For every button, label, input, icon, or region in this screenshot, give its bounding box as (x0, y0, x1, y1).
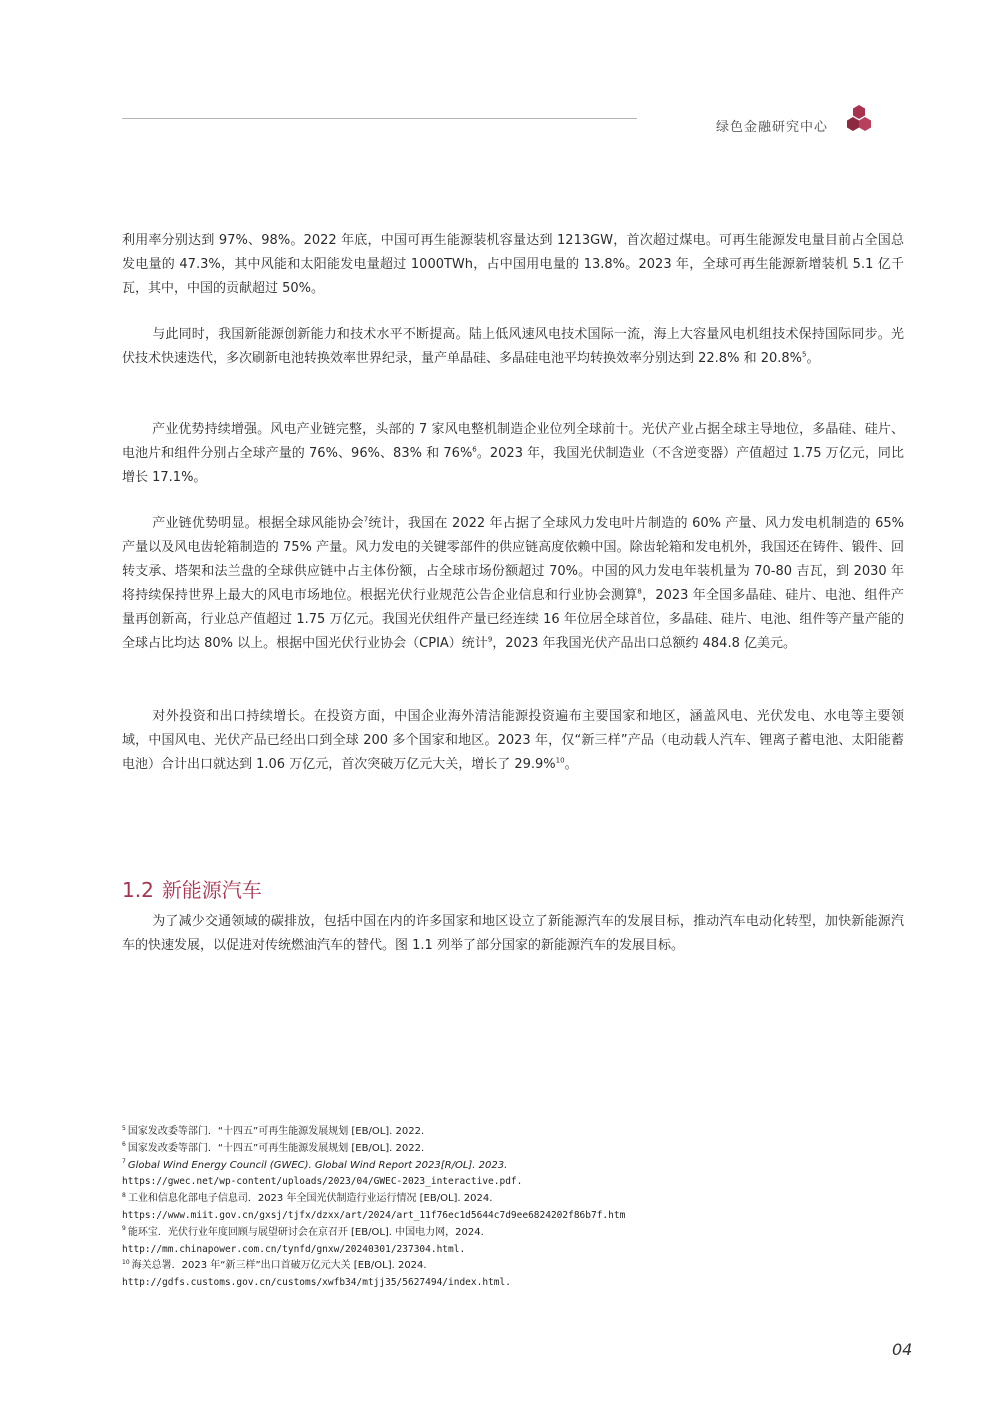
paragraph-text: 与此同时，我国新能源创新能力和技术水平不断提高。陆上低风速风电技术国际一流，海上大容量风电机组技术保持国际同步。光伏技术快速迭代，多次刷新电池转换效率世界纪录，量产单晶硅、多晶硅电池平均转换效率分别达到 22.8% 和 20.8% (122, 327, 904, 366)
section-title: 新能源汽车 (161, 878, 262, 902)
footnote-url[interactable] (122, 1208, 882, 1225)
footnote-mark: 8 (122, 1191, 126, 1199)
paragraph-text: 产业优势持续增强。风电产业链完整，头部的 7 家风电整机制造企业位列全球前十。光伏产业占据全球主导地位，多晶硅、硅片、电池片和组件分别占全球产量的 76%、96%、83% 和 76% (122, 422, 904, 461)
hexagon-cluster-logo-icon (846, 104, 872, 134)
footnote-text: 国家发改委等部门．“十四五”可再生能源发展规划 [EB/OL]. 2022. (127, 1142, 425, 1154)
footnote-mark: 5 (122, 1124, 126, 1132)
footnote-item (122, 1225, 882, 1242)
paragraph-industry-advantage (122, 418, 904, 490)
footnote-text: 能环宝．光伏行业年度回顾与展望研讨会在京召开 [EB/OL]. 中国电力网，2024. (127, 1226, 484, 1238)
paragraph-text-end: 。2023 年，我国光伏制造业（不含逆变器）产值超过 1.75 万亿元，同比增长 17.1%。 (122, 446, 904, 485)
footnote-ref: 7 (363, 515, 369, 524)
footnote-ref: 5 (802, 350, 807, 359)
header-rule (122, 118, 637, 119)
footnote-url[interactable] (122, 1275, 882, 1292)
footnote-url[interactable] (122, 1242, 882, 1259)
footnote-text: 国家发改委等部门．“十四五”可再生能源发展规划 [EB/OL]. 2022. (127, 1126, 425, 1137)
footnote-ref: 9 (487, 635, 493, 644)
paragraph-investment-export (122, 705, 904, 777)
paragraph-text: 对外投资和出口持续增长。在投资方面，中国企业海外清洁能源投资遍布主要国家和地区，涵盖风电、光伏发电、水电等主要领域，中国风电、光伏产品已经出口到全球 200 多个国家和地区。2023 年，仅“新三样”产品（电动载人汽车、锂离子蓄电池、太阳能蓄电池）合计出口就达到 1.06 万亿元，首次突破万亿元大关，增长了 29.9% (122, 709, 904, 772)
paragraph-text: 统计，我国在 2022 年占据了全球风力发电叶片制造的 60% 产量、风力发电机制造的 65% 产量以及风电齿轮箱制造的 75% 产量。风力发电的关键零部件的供应链高度依赖中国。除齿轮箱和发电机外，我国还在铸件、锻件、回转支承、塔架和法兰盘的全球供应链中占主体份额，占全球市场份额超过 70%。中国的风力发电年装机量为 70-80 吉瓦，到 2030 年将持续保持世界上最大的风电市场地位。根据光伏行业规范公告企业信息和行业协会测算 (122, 516, 904, 603)
paragraph-text-end: 。 (564, 757, 578, 772)
footnote-text: Global Wind Energy Council (GWEC). Global Wind Report 2023[R/OL]. 2023. (127, 1159, 508, 1171)
paragraph-renewable-capacity (122, 229, 904, 301)
section-number: 1.2 (122, 878, 154, 902)
footnote-item (122, 1191, 882, 1208)
footnote-link[interactable]: https://gwec.net/wp-content/uploads/2023/04/GWEC-2023_interactive.pdf. (122, 1176, 523, 1188)
footnote-item (122, 1158, 882, 1175)
footnote-item (122, 1258, 882, 1275)
paragraph-text-end: 。 (806, 351, 820, 366)
paragraph-nev-intro (122, 910, 904, 958)
paragraph-text: 为了减少交通领域的碳排放，包括中国在内的许多国家和地区设立了新能源汽车的发展目标，推动汽车电动化转型，加快新能源汽车的快速发展，以促进对传统燃油汽车的替代。图 1.1 列举了部分国家的新能源汽车的发展目标。 (122, 914, 904, 953)
org-name: 绿色金融研究中心 (716, 120, 829, 135)
page-number: 04 (892, 1340, 913, 1359)
paragraph-supply-chain (122, 512, 904, 656)
paragraph-text: 利用率分别达到 97%、98%。2022 年底，中国可再生能源装机容量达到 1213GW，首次超过煤电。可再生能源发电量目前占全国总发电量的 47.3%，其中风能和太阳能发电量超过 1000TWh，占中国用电量的 13.8%。2023 年，全球可再生能源新增装机 5.1 亿千瓦，其中，中国的贡献超过 50%。 (122, 233, 904, 296)
footnote-item (122, 1141, 882, 1158)
footnote-mark: 10 (122, 1259, 130, 1267)
paragraph-text: ，2023 年我国光伏产品出口总额约 484.8 亿美元。 (492, 636, 796, 651)
footnote-ref: 8 (637, 587, 642, 596)
footnote-url[interactable] (122, 1174, 882, 1191)
footnote-item (122, 1124, 882, 1141)
footnote-mark: 9 (122, 1225, 126, 1233)
paragraph-innovation (122, 323, 904, 371)
footnote-ref: 6 (472, 445, 477, 454)
footnote-link[interactable]: http://gdfs.customs.gov.cn/customs/xwfb34/mtjj35/5627494/index.html. (122, 1277, 511, 1289)
paragraph-text: 产业链优势明显。根据全球风能协会 (152, 516, 364, 531)
footnote-mark: 7 (122, 1158, 126, 1166)
footnote-mark: 6 (122, 1141, 126, 1149)
footnote-ref: 10 (555, 756, 565, 765)
footnotes-list (122, 1124, 882, 1292)
footnote-link[interactable]: http://mm.chinapower.com.cn/tynfd/gnxw/20240301/237304.html. (122, 1243, 466, 1255)
footnote-link[interactable]: https://www.miit.gov.cn/gxsj/tjfx/dzxx/art/2024/art_11f76ec1d5644c7d9ee6824202f86b7f.htm (122, 1209, 626, 1221)
paragraph-text: ，2023 年全国多晶硅、硅片、电池、组件产量再创新高，行业总产值超过 1.75 万亿元。我国光伏组件产量已经连续 16 年位居全球首位，多晶硅、硅片、电池、组件等产量产能的全球占比均达 80% 以上。根据中国光伏行业协会（CPIA）统计 (122, 588, 904, 651)
footnote-text: 海关总署．2023 年“新三样”出口首破万亿元大关 [EB/OL]. 2024. (131, 1260, 427, 1272)
section-heading (122, 874, 262, 903)
footnote-text: 工业和信息化部电子信息司．2023 年全国光伏制造行业运行情况 [EB/OL]. 2024. (127, 1193, 493, 1205)
